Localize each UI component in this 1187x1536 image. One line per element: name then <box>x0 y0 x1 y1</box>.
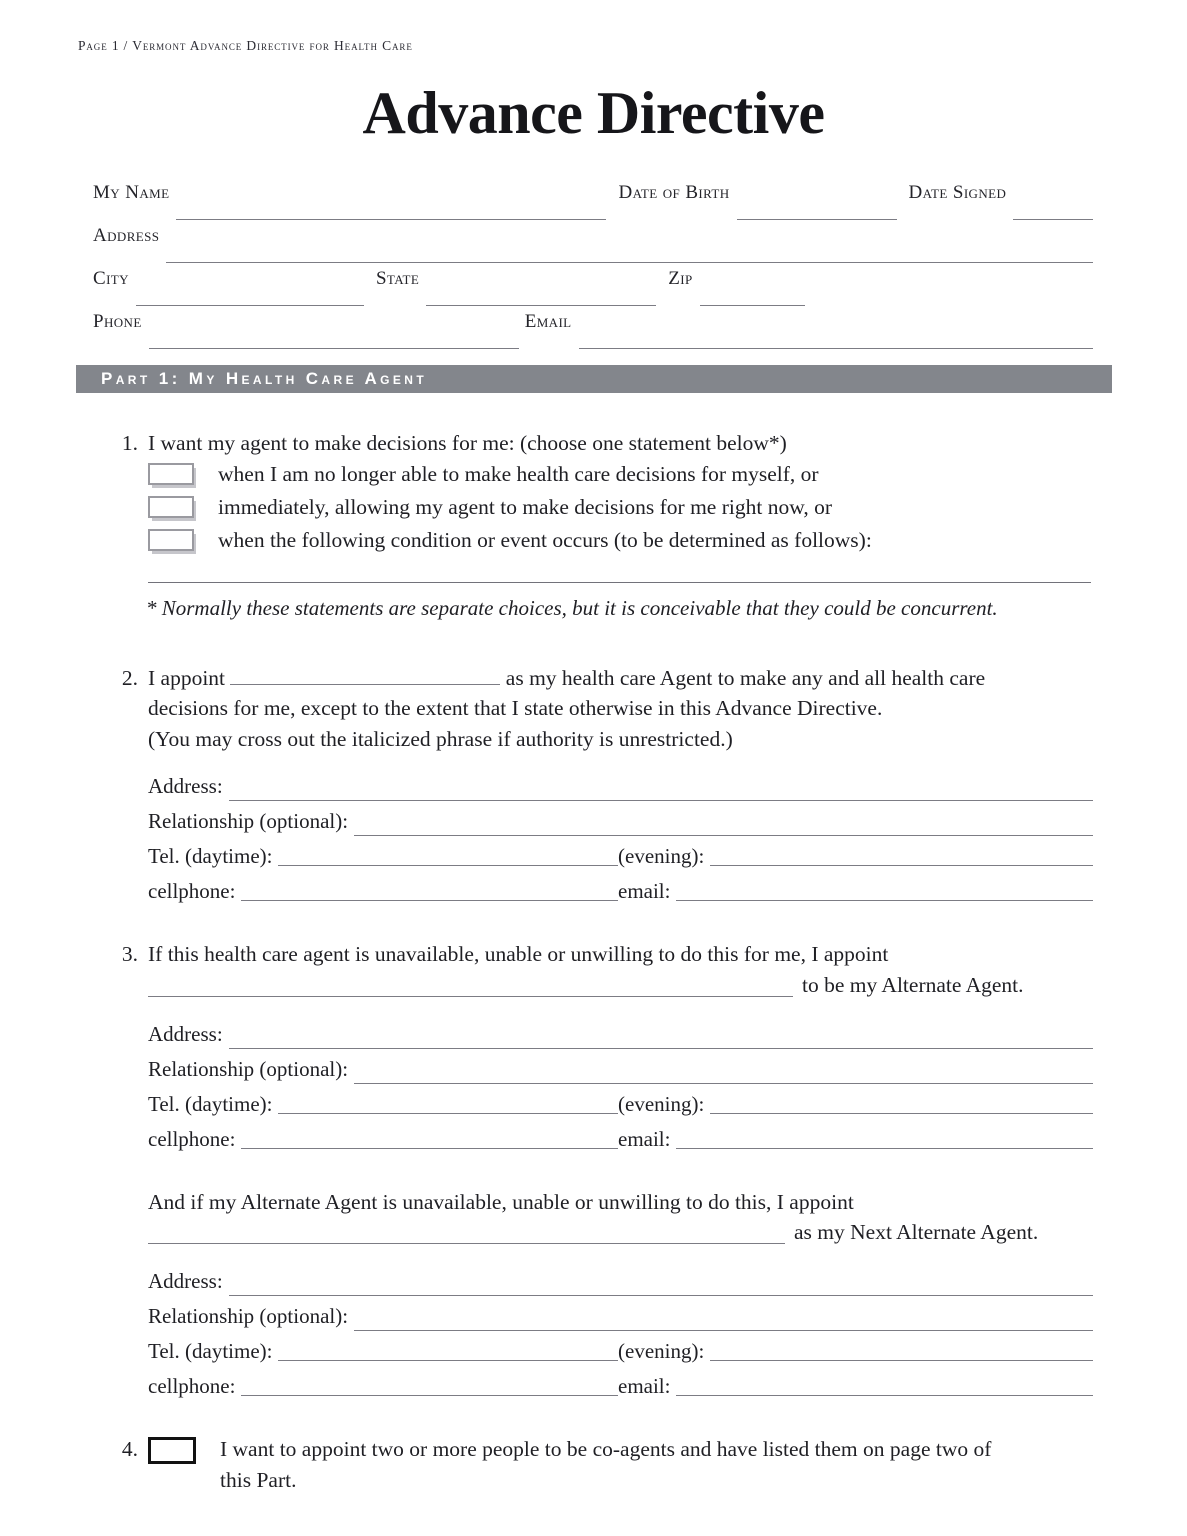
contact-relationship-label: Relationship (optional): <box>148 1056 349 1081</box>
running-head-document: Vermont Advance Directive for Health Care <box>132 38 413 53</box>
contact-row-relationship <box>148 806 1093 841</box>
identity-row-phone <box>93 311 1093 354</box>
contact-evening-input[interactable] <box>710 864 1093 866</box>
item-3-line-1: If this health care agent is unavailable, unable or unwilling to do this for me, I appoint <box>148 941 889 966</box>
contact-relationship-label: Relationship (optional): <box>148 808 349 833</box>
item-2 <box>0 663 1187 755</box>
date-of-birth-label: Date of Birth <box>618 182 730 203</box>
contact-evening-group <box>618 1336 1093 1366</box>
contact-email-label: email: <box>618 1126 671 1151</box>
contact-evening-group <box>618 1089 1093 1119</box>
condition-write-in-line[interactable] <box>148 582 1091 583</box>
item-1-lead: I want my agent to make decisions for me: (choose one statement below*) <box>148 431 787 455</box>
next-alternate-agent-contact-block <box>148 1266 1093 1406</box>
zip-input[interactable] <box>700 304 805 306</box>
contact-cellphone-group <box>148 1124 618 1154</box>
alternate-agent-contact-block <box>148 1019 1093 1159</box>
contact-cellphone-label: cellphone: <box>148 1126 236 1151</box>
item-1-choice-1[interactable] <box>148 459 1187 492</box>
item-2-lead-text: I appoint <box>148 665 226 690</box>
item-2-line-1 <box>148 663 1187 694</box>
state-label: State <box>375 268 420 289</box>
contact-row-cell-email <box>148 1124 1093 1159</box>
form-body <box>0 428 1187 1496</box>
item-4-line-1: I want to appoint two or more people to be co-agents and have listed them on page two of <box>220 1437 992 1462</box>
checkbox-wrap <box>148 492 218 527</box>
item-1-choice-2-label: immediately, allowing my agent to make decisions for me right now, or <box>218 494 832 519</box>
contact-row-phones <box>148 841 1093 876</box>
item-1 <box>0 428 1187 558</box>
checkbox-icon[interactable] <box>148 1437 196 1464</box>
contact-cellphone-label: cellphone: <box>148 1374 236 1399</box>
item-4-number: 4. <box>121 1437 138 1462</box>
contact-address-label: Address: <box>148 773 223 798</box>
agent-name-input[interactable] <box>230 663 500 684</box>
my-name-input[interactable] <box>176 218 606 220</box>
item-4-text <box>220 1434 1187 1495</box>
item-1-choice-3[interactable] <box>148 525 1187 558</box>
identity-row-address <box>93 225 1093 268</box>
next-alternate-trailing-text: as my Next Alternate Agent. <box>794 1220 1039 1245</box>
contact-daytime-group <box>148 1089 618 1119</box>
contact-email-label: email: <box>618 1374 671 1399</box>
contact-daytime-group <box>148 841 618 871</box>
contact-relationship-input[interactable] <box>354 834 1093 836</box>
contact-row-relationship <box>148 1054 1093 1089</box>
contact-tel-daytime-input[interactable] <box>278 1112 618 1114</box>
contact-cellphone-input[interactable] <box>241 1394 618 1396</box>
next-alternate-agent-name-input[interactable] <box>148 1242 785 1244</box>
checkbox-icon[interactable] <box>148 463 194 485</box>
contact-evening-input[interactable] <box>710 1112 1093 1114</box>
contact-address-label: Address: <box>148 1269 223 1294</box>
part-1-banner <box>76 365 1112 393</box>
contact-cellphone-label: cellphone: <box>148 878 236 903</box>
checkbox-wrap <box>148 459 218 494</box>
alternate-agent-name-input[interactable] <box>148 995 793 997</box>
contact-row-address <box>148 1019 1093 1054</box>
next-alternate-line-1: And if my Alternate Agent is unavailable, unable or unwilling to do this, I appoint <box>148 1189 854 1214</box>
contact-email-group <box>618 1124 1093 1154</box>
city-label: City <box>93 268 129 289</box>
item-1-choice-1-label: when I am no longer able to make health care decisions for myself, or <box>218 461 819 486</box>
contact-cellphone-input[interactable] <box>241 1147 618 1149</box>
state-input[interactable] <box>426 304 656 306</box>
checkbox-icon[interactable] <box>148 529 194 551</box>
contact-address-input[interactable] <box>229 1047 1093 1049</box>
contact-email-input[interactable] <box>676 899 1093 901</box>
date-signed-input[interactable] <box>1013 218 1093 220</box>
contact-row-relationship <box>148 1301 1093 1336</box>
next-alternate-line-2 <box>148 1217 1187 1250</box>
contact-email-input[interactable] <box>676 1394 1093 1396</box>
item-3 <box>0 939 1187 1003</box>
item-2-line-2: decisions for me, except to the extent that I state otherwise in this Advance Directive. <box>148 696 883 721</box>
city-input[interactable] <box>136 304 364 306</box>
running-head <box>78 38 413 54</box>
address-label: Address <box>93 225 160 246</box>
contact-evening-label: (evening): <box>618 1091 705 1116</box>
contact-tel-daytime-label: Tel. (daytime): <box>148 1091 273 1116</box>
checkbox-wrap <box>148 1434 220 1473</box>
contact-row-address <box>148 1266 1093 1301</box>
zip-label: Zip <box>668 268 693 289</box>
contact-evening-input[interactable] <box>710 1359 1093 1361</box>
email-input[interactable] <box>579 347 1093 349</box>
running-head-page: Page 1 <box>78 38 120 53</box>
contact-address-label: Address: <box>148 1021 223 1046</box>
item-2-line-3: (You may cross out the italicized phrase if authority is unrestricted.) <box>148 727 733 752</box>
item-4-line-2: this Part. <box>220 1468 297 1493</box>
contact-address-input[interactable] <box>229 799 1093 801</box>
phone-input[interactable] <box>149 347 519 349</box>
identity-row-city <box>93 268 1093 311</box>
my-name-label: My Name <box>93 182 170 203</box>
contact-address-input[interactable] <box>229 1294 1093 1296</box>
contact-row-phones <box>148 1089 1093 1124</box>
contact-relationship-input[interactable] <box>354 1329 1093 1331</box>
contact-cellphone-group <box>148 876 618 906</box>
checkbox-icon[interactable] <box>148 496 194 518</box>
item-3-trailing-text: to be my Alternate Agent. <box>802 972 1024 997</box>
date-signed-label: Date Signed <box>908 182 1007 203</box>
contact-row-address <box>148 771 1093 806</box>
item-1-number: 1. <box>121 431 138 455</box>
next-alternate-agent-section <box>0 1187 1187 1251</box>
email-label: Email <box>524 311 572 332</box>
agent-contact-block <box>148 771 1093 911</box>
contact-email-group <box>618 1371 1093 1401</box>
item-3-line-2 <box>148 970 1187 1003</box>
contact-email-label: email: <box>618 878 671 903</box>
phone-label: Phone <box>93 311 142 332</box>
item-1-footnote: * Normally these statements are separate choices, but it is conceivable that they could be concurrent. <box>146 595 998 620</box>
contact-cellphone-group <box>148 1371 618 1401</box>
contact-tel-daytime-label: Tel. (daytime): <box>148 843 273 868</box>
identity-form <box>93 182 1093 354</box>
contact-evening-label: (evening): <box>618 843 705 868</box>
item-3-number: 3. <box>121 941 138 966</box>
item-4 <box>0 1434 1187 1495</box>
contact-row-phones <box>148 1336 1093 1371</box>
date-of-birth-input[interactable] <box>737 218 897 220</box>
contact-evening-label: (evening): <box>618 1339 705 1364</box>
running-head-separator: / <box>123 38 129 53</box>
identity-row-name <box>93 182 1093 225</box>
page-title: Advance Directive <box>362 80 825 146</box>
address-input[interactable] <box>166 261 1093 263</box>
item-1-choice-2[interactable] <box>148 492 1187 525</box>
contact-email-group <box>618 876 1093 906</box>
item-2-trailing-text: as my health care Agent to make any and all health care <box>505 665 986 690</box>
contact-cellphone-input[interactable] <box>241 899 618 901</box>
contact-email-input[interactable] <box>676 1147 1093 1149</box>
checkbox-wrap <box>148 525 218 560</box>
contact-tel-daytime-label: Tel. (daytime): <box>148 1339 273 1364</box>
contact-evening-group <box>618 841 1093 871</box>
contact-relationship-label: Relationship (optional): <box>148 1304 349 1329</box>
contact-relationship-input[interactable] <box>354 1082 1093 1084</box>
contact-row-cell-email <box>148 876 1093 911</box>
contact-row-cell-email <box>148 1371 1093 1406</box>
item-2-number: 2. <box>121 665 138 690</box>
contact-tel-daytime-input[interactable] <box>278 1359 618 1361</box>
contact-tel-daytime-input[interactable] <box>278 864 618 866</box>
item-1-choice-3-label: when the following condition or event occurs (to be determined as follows): <box>218 527 872 552</box>
part-1-banner-label: Part 1: My Health Care Agent <box>101 369 428 388</box>
contact-daytime-group <box>148 1336 618 1366</box>
item-4-row[interactable] <box>0 1434 1187 1495</box>
